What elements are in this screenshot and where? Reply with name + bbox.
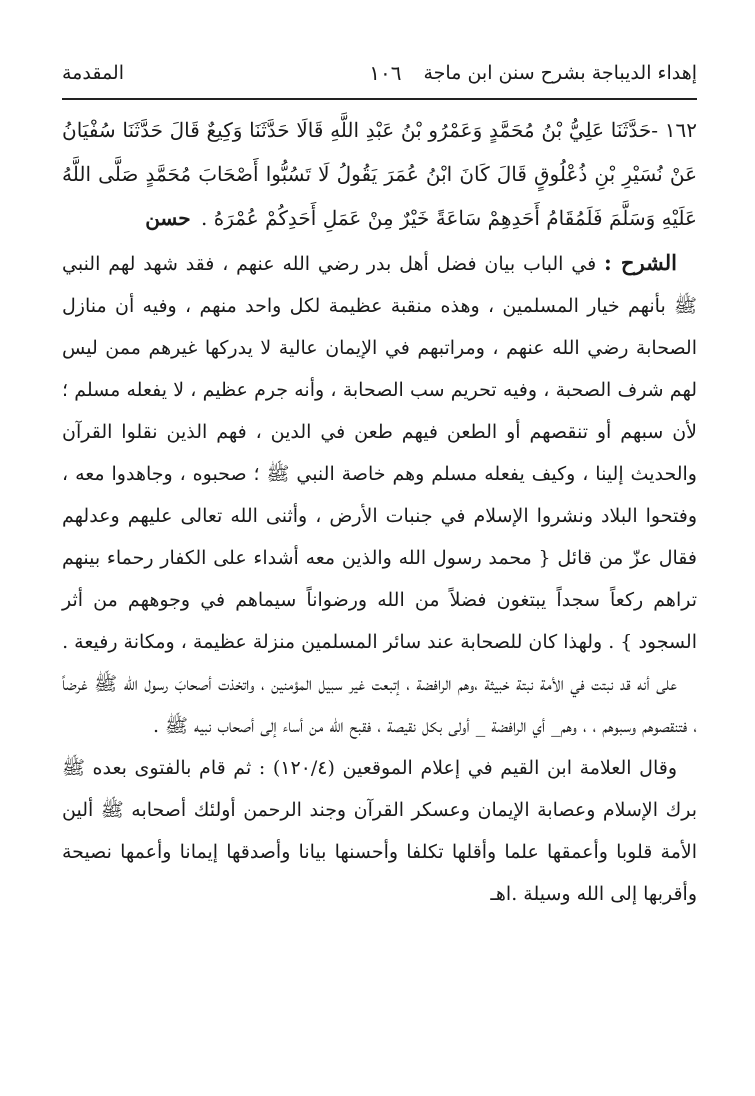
book-title: إهداء الديباجة بشرح سنن ابن ماجة xyxy=(423,62,697,84)
sharh-text-2: على أنه قد نبتت في الأمة نبتة خبيثة ،وهم الرافضة ، إتبعت غير سبيل المؤمنين ، واتخذت أصحابَ رسول الله ﷺ غرضاً ، فتنقصوهم وسبوهم ، ، وهم_ أي الرافضة _ أولى بكل نقيصة ، فقبح الله من أساء إلى أصحاب نبيه ﷺ . xyxy=(62,673,697,737)
hadith-text xyxy=(62,108,697,240)
sharh-paragraph-3 xyxy=(62,747,697,915)
sharh-paragraph-1 xyxy=(62,242,697,663)
running-header xyxy=(62,56,697,90)
sharh-label: الشرح : xyxy=(604,250,677,275)
page-number: ١٠٦ xyxy=(369,61,402,85)
sharh-text-1: في الباب بيان فضل أهل بدر رضي الله عنهم ، فقد شهد لهم النبي ﷺ بأنهم خيار المسلمين ، وهذه منقبة عظيمة لكل واحد منهم ، وفيه أن منازل الصحابة رضي الله عنهم ، ومراتبهم في الإيمان عالية لا يدركها غيرهم ممن ليس لهم شرف الصحبة ، وفيه تحريم سب الصحابة ، وأنه جرم عظيم ، لا يفعله مسلم ؛ لأن سبهم أو تنقصهم أو الطعن فيهم طعن في الدين ، فهم الذين نقلوا القرآن والحديث إلينا ، وكيف يفعله مسلم وهم خاصة النبي ﷺ ؛ صحبوه ، وجاهدوا معه ، وفتحوا البلاد ونشروا الإسلام في جنبات الأرض ، وأثنى الله تعالى عليهم وعدلهم فقال عزّ من قائل { محمد رسول الله والذين معه أشداء على الكفار رحماء بينهم تراهم ركعاً سجداً يبتغون فضلاً من الله ورضواناً سيماهم في وجوههم من أثر السجود } . ولهذا كان للصحابة عند سائر المسلمين منزلة عظيمة ، ومكانة رفيعة . xyxy=(62,253,697,653)
hadith-body: ١٦٢ -حَدَّثَنَا عَلِيُّ بْنُ مُحَمَّدٍ وَعَمْرُو بْنُ عَبْدِ اللَّهِ قَالَا حَدَّثَنَا وَكِيعٌ قَالَ حَدَّثَنَا سُفْيَانُ عَنْ نُسَيْرِ بْنِ ذُعْلُوقٍ قَالَ كَانَ ابْنُ عُمَرَ يَقُولُ لَا تَسُبُّوا أَصْحَابَ مُحَمَّدٍ صَلَّى اللَّهُ عَلَيْهِ وَسَلَّمَ فَلَمُقَامُ أَحَدِهِمْ سَاعَةً خَيْرٌ مِنْ عَمَلِ أَحَدِكُمْ عُمْرَهُ . xyxy=(62,118,697,230)
header-rule xyxy=(62,98,697,100)
sharh-text-3: وقال العلامة ابن القيم في إعلام الموقعين (١٢٠/٤) : ثم قام بالفتوى بعده ﷺ برك الإسلام وعصابة الإيمان وعسكر القرآن وجند الرحمن أولئك أصحابه ﷺ ألين الأمة قلوبا وأعمقها علما وأقلها تكلفا وأحسنها بيانا وأصدقها إيمانا وأعمها نصيحة وأقربها إلى الله وسيلة .اهـ xyxy=(62,757,697,905)
hadith-grade: حسن xyxy=(145,206,191,230)
section-title: المقدمة xyxy=(62,62,125,84)
page-content xyxy=(62,108,697,915)
sharh-paragraph-2 xyxy=(62,663,697,747)
